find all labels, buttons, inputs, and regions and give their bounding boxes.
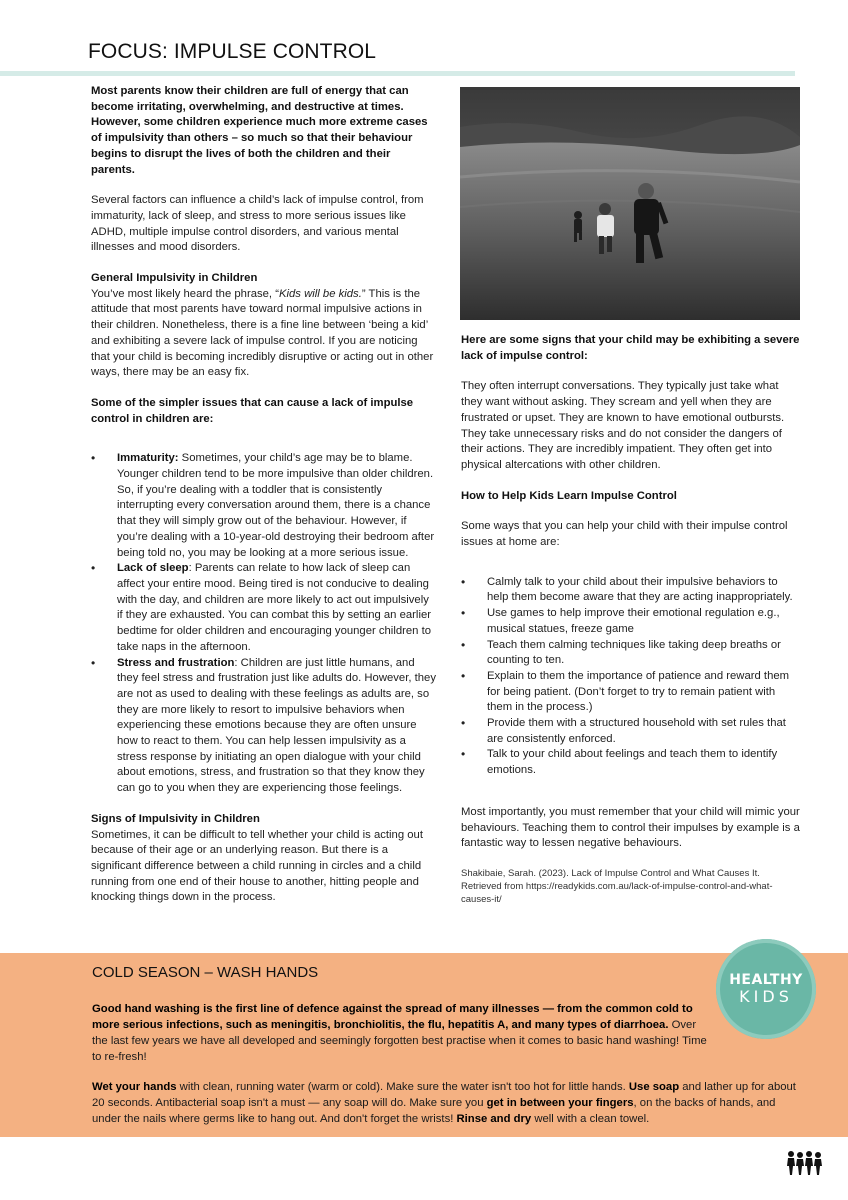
step-soap: Use soap: [628, 1081, 680, 1093]
general-text-pre: You’ve most likely heard the phrase, “: [91, 287, 279, 300]
general-paragraph: [91, 287, 436, 381]
severe-signs-heading: Here are some signs that your child may be exhibiting a severe lack of impulse control:: [461, 334, 800, 362]
page-title: FOCUS: IMPULSE CONTROL: [88, 40, 377, 63]
issue-text: : Children are just little humans, and they feel stress and frustration just like adults do. However, they are not as used to dealing with these feelings as adults are, so they are more likely to resort to impulsive behaviors when experiencing these emotions because they are often unsure how to react to them. You can help lessen impulsivity as a stress response by initiating an open dialogue with your child about emotions, stress, and frustration so that they know they can go to you when they are experiencing those feelings.: [117, 656, 436, 795]
list-item: • Provide them with a structured household with set rules that are consistently enforced.: [461, 716, 801, 747]
cold-season-title: COLD SEASON – WASH HANDS: [92, 964, 319, 981]
right-column: [461, 333, 801, 906]
cold-season-intro: [92, 1001, 712, 1065]
intro-paragraph: Most parents know their children are full of energy that can become irritating, overwhelming, and destructive at times. However, some children experience much more extreme cases of impulsivity than others – so much so that their behaviour begins to disrupt the lives of both the children and their parents.: [91, 85, 428, 176]
cold-season-p1-rest: Over the last few years we have all developed and seemingly forgotten best practise when it comes to basic hand washing! Time to re-fresh!: [92, 1019, 707, 1063]
general-text-quote: Kids will be kids.: [278, 287, 362, 300]
closing-paragraph: Most importantly, you must remember that your child will mimic your behaviours. Teaching them to control their impulses by example is a fantastic way to lessen negative behaviours.: [461, 805, 800, 850]
list-item: • Calmly talk to your child about their impulsive behaviors to help them become aware that they are acting inappropriately.: [461, 575, 801, 606]
healthy-kids-logo: [716, 939, 816, 1039]
cold-season-p1: [92, 1001, 712, 1065]
left-column: [91, 84, 436, 906]
cold-season-p1-bold: Good hand washing is the first line of defence against the spread of many illnesses — from the common cold to more serious infections, such as meningitis, bronchiolitis, the flu, hepatitis A, and many types of diarrhoea.: [92, 1003, 693, 1031]
issue-text: Sometimes, your child’s age may be to blame. Younger children tend to be more impulsive than older children. So, if you’re dealing with a toddler that is consistently interrupting every conversation around them, there is a chance that they will simply grow out of the behaviour. However, if you’re dealing with a 10-year-old destroying their bedroom after being told no, you may be looking at a more serious issue.: [117, 452, 435, 559]
help-intro: Some ways that you can help your child with their impulse control issues at home are:: [461, 520, 788, 549]
simpler-issues-heading: Some of the simpler issues that can cause a lack of impulse control in children are:: [91, 396, 414, 425]
help-list: [461, 575, 801, 779]
cold-season-p2: [92, 1079, 802, 1127]
children-icon: [786, 1150, 822, 1176]
step-rinse-text: well with a clean towel.: [531, 1113, 650, 1125]
signs-paragraph: Sometimes, it can be difficult to tell whether your child is acting out because of their age or an underlying reason. But there is a significant difference between a child running in circles and a child running from one end of their house to another, hitting people and knocking things down in the process.: [91, 828, 423, 904]
signs-heading: Signs of Impulsivity in Children: [91, 812, 260, 825]
logo-line1: HEALTHY: [729, 972, 803, 988]
list-item: • Use games to help improve their emotional regulation e.g., musical statues, freeze game: [461, 606, 801, 637]
step-fingers-text: , on the backs of hands, and under the nails where germs like to hang out. And don't forget the wrists!: [92, 1097, 776, 1125]
issue-term: Immaturity:: [117, 452, 179, 465]
list-item: [91, 561, 436, 655]
step-fingers: get in between your fingers: [486, 1097, 634, 1109]
issue-term: Stress and frustration: [117, 656, 235, 669]
help-heading: How to Help Kids Learn Impulse Control: [461, 489, 677, 502]
reference-citation: Shakibaie, Sarah. (2023). Lack of Impulse Control and What Causes It. Retrieved from https://readykids.com.au/lack-of-impulse-control-and-what-causes-it/: [461, 867, 773, 905]
severe-signs-paragraph: They often interrupt conversations. They typically just take what they want without asking. They scream and yell when they are frustrated or upset. They are known to have emotional outbursts. They take unnecessary risks and do not consider the dangers of their actions. They are incredibly impatient. They often get into physical altercations with other children.: [461, 380, 785, 471]
children-running-photo: [460, 87, 800, 320]
title-underline: [0, 71, 795, 76]
issue-term: Lack of sleep: [117, 562, 189, 575]
issues-list: [91, 451, 436, 796]
factors-paragraph: Several factors can influence a child’s lack of impulse control, from immaturity, lack of sleep, and stress to more serious issues like ADHD, multiple impulse control disorders, and various mental illnesses and mood disorders.: [91, 194, 424, 254]
general-heading: General Impulsivity in Children: [91, 272, 258, 285]
step-soap-text: and lather up for about 20 seconds. Antibacterial soap isn't a must — any soap will do. Make sure you: [92, 1081, 796, 1109]
cold-season-steps: [92, 1079, 802, 1127]
list-item: [91, 656, 436, 797]
list-item: [91, 451, 436, 561]
logo-line2: KIDS: [739, 987, 793, 1006]
step-wet-text: with clean, running water (warm or cold). Make sure the water isn't too hot for little hands.: [176, 1081, 629, 1093]
list-item: • Teach them calming techniques like taking deep breaths or counting to ten.: [461, 638, 801, 669]
step-wet: Wet your hands: [92, 1081, 177, 1093]
list-item: • Explain to them the importance of patience and reward them for being patient. (Don’t forget to try to remain patient with them in the process.): [461, 669, 801, 716]
issue-text: : Parents can relate to how lack of sleep can affect your entire mood. Being tired is not conducive to dealing with the day, and children are more likely to act out impulsively if they are exhausted. You can combat this by setting an earlier bedtime for older children and encouraging younger children to take naps in the afternoon.: [117, 562, 432, 653]
general-text-post: ” This is the attitude that most parents have toward normal impulsive actions in their children. Nonetheless, there is a fine line between ‘being a kid’ and exhibiting a severe lack of impulse control. If you are noticing that your child is becoming incredibly disruptive or acting out in other ways, there may be an easy fix.: [91, 287, 434, 379]
step-rinse: Rinse and dry: [456, 1113, 532, 1125]
list-item: • Talk to your child about feelings and teach them to identify emotions.: [461, 747, 801, 778]
